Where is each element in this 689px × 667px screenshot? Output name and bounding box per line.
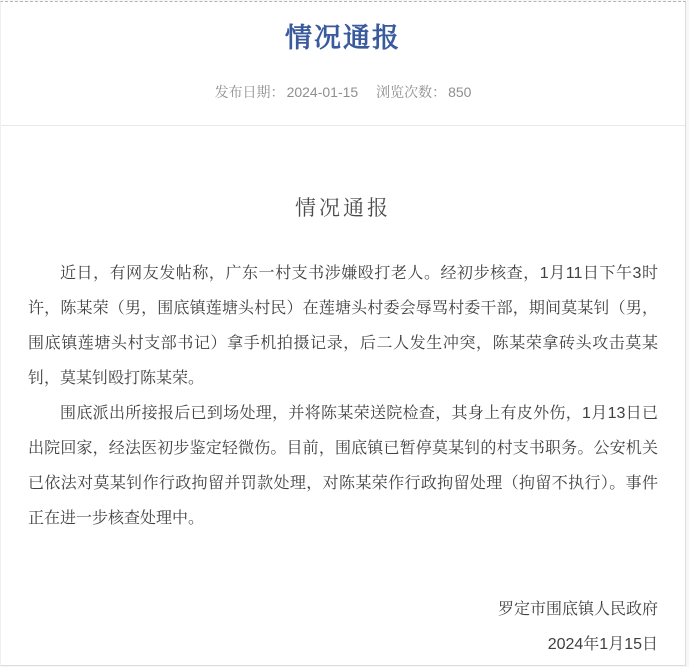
views-label: 浏览次数： — [376, 84, 447, 100]
article-footer — [1, 592, 685, 662]
publish-date-value: 2024-01-15 — [286, 84, 359, 100]
views-value: 850 — [448, 84, 472, 100]
notice-page — [0, 1, 686, 666]
article-paragraph: 围底派出所接报后已到场处理，并将陈某荣送院检查，其身上有皮外伤，1月13日已出院回家，经法医初步鉴定轻微伤。目前，围底镇已暂停莫某钊的村支书职务。公安机关已依法对莫某钊作行政拘留并罚款处理，对陈某荣作行政拘留处理（拘留不执行）。事件正在进一步核查处理中。 — [28, 405, 658, 527]
article-body — [1, 256, 685, 536]
signature-government: 罗定市围底镇人民政府 — [497, 601, 658, 618]
page-header — [1, 2, 685, 126]
signature-date: 2024年1月15日 — [547, 636, 658, 653]
article-heading: 情况通报 — [295, 197, 391, 220]
article-paragraph: 近日，有网友发帖称，广东一村支书涉嫌殴打老人。经初步核查，1月11日下午3时许，陈某荣（男，围底镇莲塘头村民）在莲塘头村委会辱骂村委干部，期间莫某钊（男，围底镇莲塘头村支部书记）拿手机拍摄记录，后二人发生冲突，陈某荣拿砖头攻击莫某钊，莫某钊殴打陈某荣。 — [28, 265, 658, 387]
meta-line — [28, 84, 658, 101]
page-title: 情况通报 — [285, 23, 401, 53]
publish-date-label: 发布日期： — [214, 84, 285, 100]
